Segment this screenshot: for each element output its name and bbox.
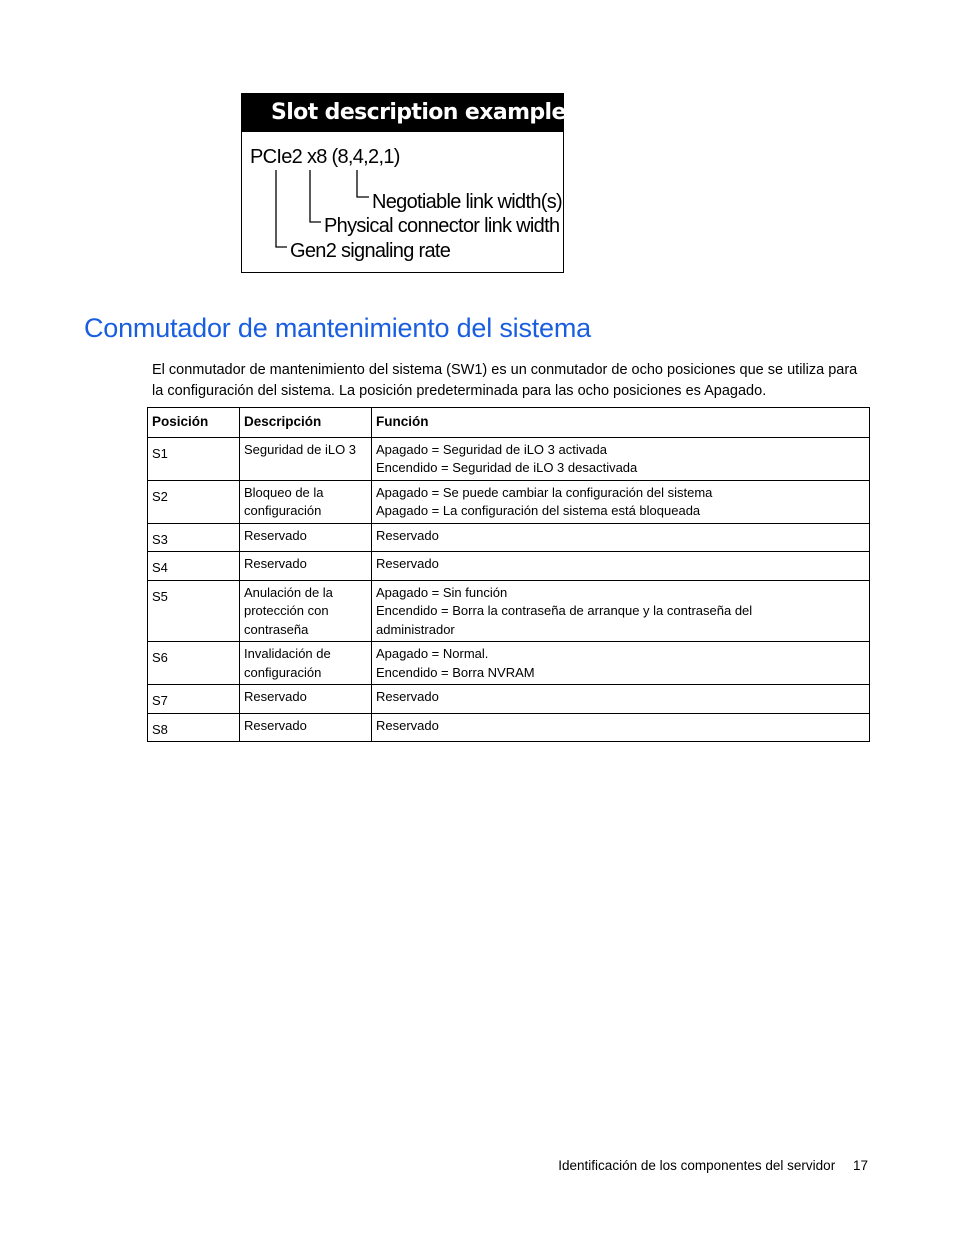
footer-section-title: Identificación de los componentes del servidor [558,1158,836,1173]
cell-position: S6 [148,642,240,685]
cell-position: S1 [148,437,240,480]
table-row [148,480,870,523]
cell-description [240,685,372,714]
cell-line: Reservado [376,689,439,704]
table-row [148,713,870,742]
callout-negotiable: Negotiable link width(s) [372,191,562,213]
cell-line: Anulación de la [244,584,333,600]
callout-line-gen2 [276,170,287,247]
header-description: Descripción [240,408,372,438]
cell-line: Encendido = Borra NVRAM [376,664,535,680]
cell-line: Reservado [244,556,307,571]
cell-line: Apagado = Normal. [376,646,489,661]
cell-description [240,713,372,742]
page-footer [558,1158,868,1173]
cell-line: Reservado [244,689,307,704]
cell-description [240,480,372,523]
page-number: 17 [852,1158,868,1173]
table-row [148,437,870,480]
cell-position: S8 [148,713,240,742]
cell-line: Apagado = La configuración del sistema está bloqueada [376,503,701,518]
section-title: Conmutador de mantenimiento del sistema [84,313,591,343]
callout-line-negotiable [357,170,369,197]
cell-description [240,642,372,685]
cell-function [372,437,870,480]
cell-line: Apagado = Sin función [376,584,508,600]
maintenance-switch-table [147,407,870,742]
slot-example-text: PCIe2 x8 (8,4,2,1) [250,146,400,168]
table-row [148,552,870,581]
cell-description [240,437,372,480]
table-row [148,580,870,642]
cell-description [240,580,372,642]
cell-position: S5 [148,580,240,642]
table-header-row [148,408,870,438]
cell-line: Reservado [244,527,307,543]
callout-physical: Physical connector link width [324,215,560,237]
header-function: Función [372,408,870,438]
cell-line: Apagado = Seguridad de iLO 3 activada [376,441,607,457]
figure-title: Slot description example [242,94,563,132]
cell-line: Bloqueo de la [244,484,324,500]
cell-function [372,713,870,742]
cell-position: S7 [148,685,240,714]
cell-line: Encendido = Seguridad de iLO 3 desactivada [376,460,638,475]
callout-gen2: Gen2 signaling rate [290,240,451,262]
cell-line: Reservado [376,527,439,543]
table-row [148,523,870,552]
slot-description-figure [241,93,564,273]
cell-function [372,480,870,523]
callout-line-physical [310,170,321,222]
cell-description [240,552,372,581]
cell-function [372,642,870,685]
cell-position: S3 [148,523,240,552]
cell-line: configuración [244,503,322,518]
cell-line: contraseña [244,621,309,637]
cell-description [240,523,372,552]
cell-line: Apagado = Se puede cambiar la configuración del sistema [376,484,713,500]
cell-line: Seguridad de iLO 3 [244,441,357,457]
cell-line: Reservado [376,556,439,571]
cell-function [372,552,870,581]
table-row [148,685,870,714]
header-position: Posición [148,408,240,438]
cell-line: protección con [244,603,329,618]
cell-line: administrador [376,621,455,637]
cell-line: configuración [244,664,322,680]
intro-paragraph: El conmutador de mantenimiento del sistema (SW1) es un conmutador de ocho posiciones que se utiliza para la configuración del sistema. La posición predeterminada para las ocho posiciones es Apagado. [152,362,858,399]
cell-line: Invalidación de [244,646,331,661]
cell-line: Reservado [244,717,307,733]
cell-function [372,685,870,714]
cell-function [372,580,870,642]
cell-line: Reservado [376,717,439,733]
cell-line: Encendido = Borra la contraseña de arranque y la contraseña del [376,603,753,618]
cell-position: S2 [148,480,240,523]
cell-position: S4 [148,552,240,581]
table-row [148,642,870,685]
cell-function [372,523,870,552]
